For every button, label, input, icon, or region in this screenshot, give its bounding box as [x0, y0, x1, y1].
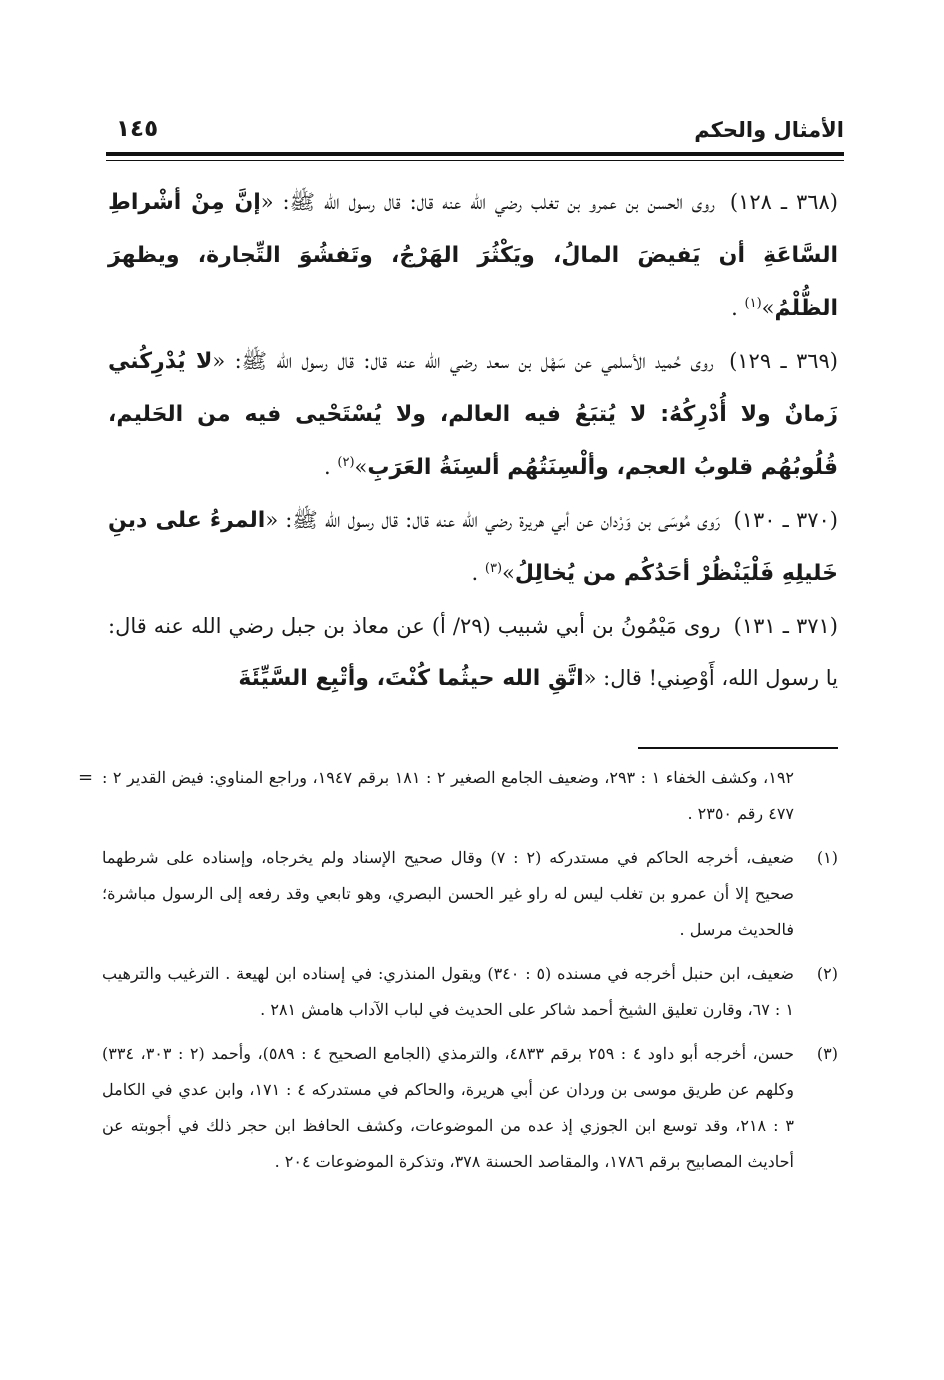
- running-title: الأمثال والحكم: [694, 118, 844, 142]
- isnad-text: روى حُميد الأسلمي عن سَهْل بن سعد رضي الله عنه قال: قال رسول الله ﷺ: «: [212, 349, 714, 373]
- hadith-text: اتَّقِ الله حيثُما كُنْتَ، وأتْبِع السَّيِّئَةَ: [238, 666, 584, 691]
- paragraph-end: .: [731, 296, 745, 320]
- quote-close: »: [761, 296, 775, 320]
- footnote-continuation: [78, 760, 838, 832]
- footnote-number: (١): [816, 848, 838, 867]
- footnote-2: [102, 956, 838, 1028]
- main-text: [108, 176, 838, 705]
- hadith-number: (٣٧١ ـ ١٣١): [733, 614, 838, 638]
- hadith-number: (٣٦٩ ـ ١٢٩): [729, 349, 838, 373]
- page-number: ١٤٥: [116, 116, 159, 142]
- quote-close: »: [354, 455, 368, 479]
- isnad-text: رَوى مُوسَى بن وَرْدان عن أبي هريرة رضي الله عنه قال: قال رسول الله ﷺ: «: [265, 508, 721, 532]
- hadith-paragraph-368: [108, 176, 838, 335]
- footnote-3: [102, 1036, 838, 1180]
- quote-close: »: [502, 561, 515, 585]
- hadith-number: (٣٦٨ ـ ١٢٨): [729, 190, 838, 214]
- isnad-text: روى الحسن بن عمرو بن تغلب رضي الله عنه قال: قال رسول الله ﷺ: «: [260, 190, 715, 214]
- footnote-number: (٢): [816, 964, 838, 983]
- paragraph-end: .: [324, 455, 338, 479]
- footnote-number: (٣): [816, 1044, 838, 1063]
- hadith-text: إنَّ مِنْ أشْراطِ السَّاعَةِ أن يَفيضَ المالُ، ويَكْثُرَ الهَرْجُ، وتَفشُوَ التِّجارة، ويظهرَ الظُّلْمُ: [108, 190, 838, 321]
- isnad-text: روى مَيْمُونُ بن أبي شبيب (٢٩/ أ) عن معاذ بن جبل رضي الله عنه قال: يا رسول الله، أَوْصِني! قال: «: [108, 614, 838, 690]
- footnote-marker: (١): [744, 296, 762, 311]
- hadith-number: (٣٧٠ ـ ١٣٠): [733, 508, 838, 532]
- header-rule-thin: [106, 160, 844, 161]
- hadith-paragraph-369: [108, 335, 838, 494]
- paragraph-end: .: [471, 561, 485, 585]
- footnote-text: ١٩٢، وكشف الخفاء ١ : ٢٩٣، وضعيف الجامع الصغير ٢ : ١٨١ برقم ١٩٤٧، وراجع المناوي: فيض القدير ٢ : ٤٧٧ رقم ٢٣٥٠ .: [102, 768, 795, 823]
- footnotes: [78, 760, 838, 1188]
- footnote-text: حسن، أخرجه أبو داود ٤ : ٢٥٩ برقم ٤٨٣٣، والترمذي (الجامع الصحيح ٤ : ٥٨٩)، وأحمد (٢ : ٣٠٣، ٣٣٤) وكلهم عن طريق موسى بن وردان عن أبي هريرة، والحاكم في مستدركه ٤ : ١٧١، وابن عدي في الكامل ٣ : ٢١٨، وقد توسع ابن الجوزي إذ عده من الموضوعات، وكشف الحافظ ابن حجر ذلك في أجوبته عن أحاديث المصابيح برقم ١٧٨٦، والمقاصد الحسنة ٣٧٨، وتذكرة الموضوعات ٢٠٤ .: [102, 1044, 795, 1171]
- footnote-marker: (٣): [484, 561, 503, 576]
- hadith-text: لا يُدْرِكُني زَمانٌ ولا أُدْرِكُهُ: لا يُتبَعُ فيه العالم، ولا يُسْتَحْيى فيه من الحَليم، قُلُوبُهُم قلوبُ العجم، وألْسِنَتُهُم ألسِنَةُ العَرَبِ: [108, 349, 838, 480]
- footnote-text: ضعيف، ابن حنبل أخرجه في مسنده (٥ : ٣٤٠) ويقول المنذري: في إسناده ابن لهيعة . الترغيب والترهيب ١ : ٦٧، وقارن تعليق الشيخ أحمد شاكر على الحديث في لباب الآداب هامش ٢٨١ .: [102, 964, 794, 1019]
- header-rule-thick: [106, 152, 844, 156]
- page-header: [106, 112, 844, 152]
- continuation-mark: =: [78, 767, 94, 788]
- hadith-text: المرءُ على دينِ خَليلِهِ فَلْيَنْظُرْ أحَدُكُم من يُخالِلُ: [108, 508, 838, 586]
- hadith-paragraph-370: [108, 494, 838, 600]
- footnote-marker: (٢): [337, 455, 355, 470]
- footnote-1: [102, 840, 838, 948]
- hadith-paragraph-371: [108, 600, 838, 705]
- footnote-separator: [638, 747, 838, 749]
- footnote-text: ضعيف، أخرجه الحاكم في مستدركه (٢ : ٧) وقال صحيح الإسناد ولم يخرجاه، وإسناده على شرطهما صحيح إلا أن عمرو بن تغلب ليس له راو غير الحسن البصري، وهو تابعي وقد رفعه إلى الرسول مباشرة؛ فالحديث مرسل .: [102, 848, 795, 939]
